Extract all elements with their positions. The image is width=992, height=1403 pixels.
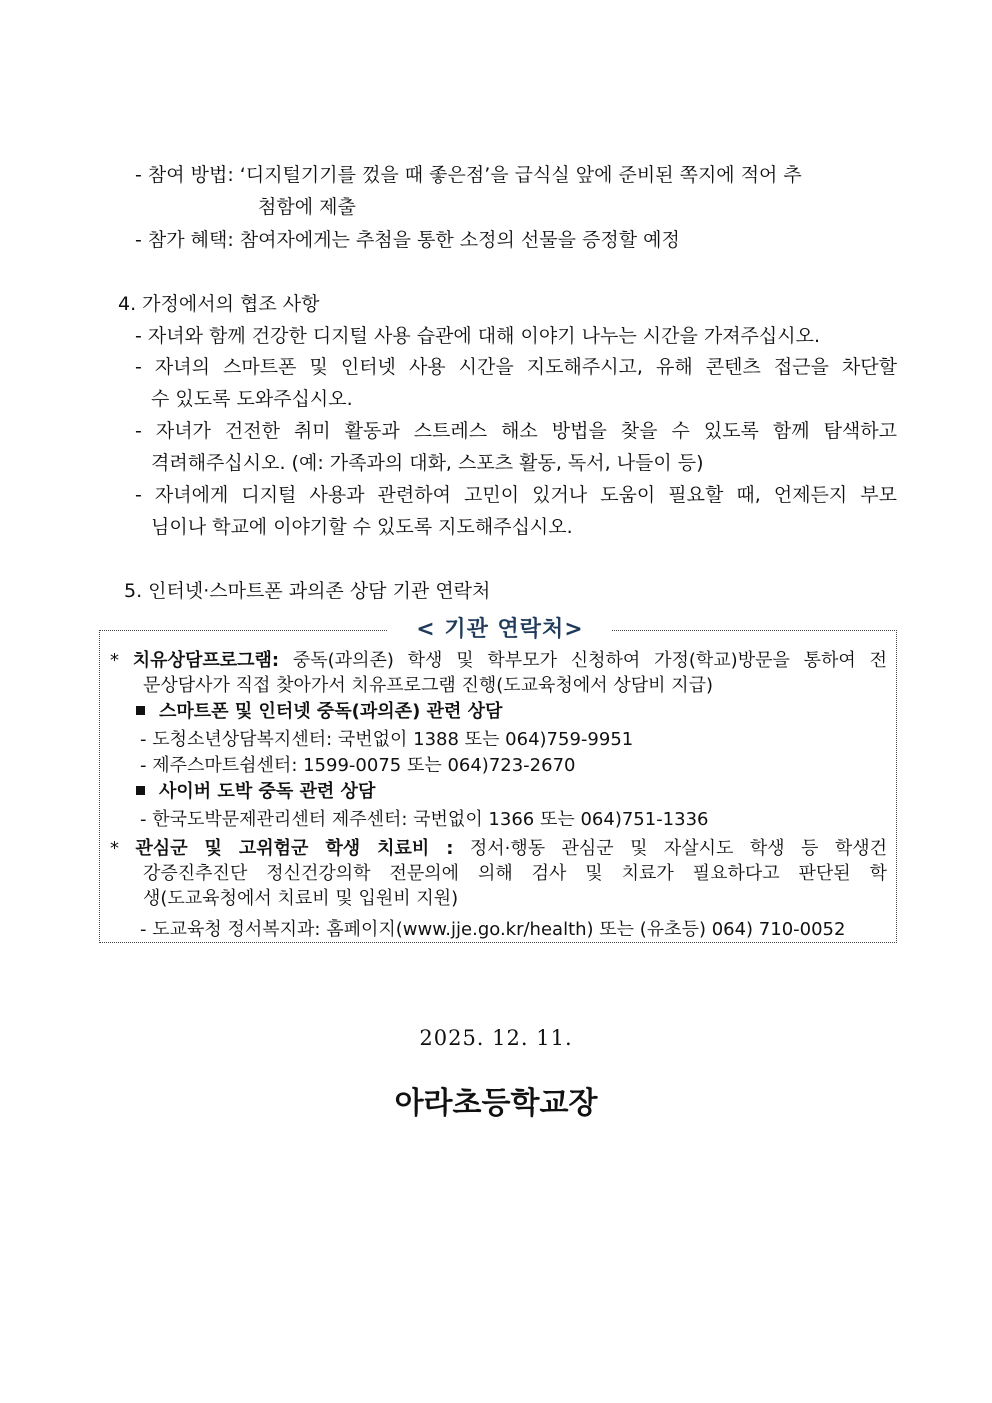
method-label: - 참여 방법: xyxy=(135,164,240,186)
section4-item-2: - 자녀의 스마트폰 및 인터넷 사용 시간을 지도해주시고, 유해 콘텐츠 접근을 차단할 xyxy=(135,356,897,378)
healing-program-line-2: 문상담사가 직접 찾아가서 치유프로그램 진행(도교육청에서 상담비 지급) xyxy=(143,675,714,696)
square-bullet-icon xyxy=(136,706,145,715)
gambling-contact-1: - 한국도박문제관리센터 제주센터: 국번없이 1366 또는 064)751-1336 xyxy=(140,809,709,830)
document-date: 2025. 12. 11. xyxy=(419,1026,573,1050)
treatment-contact: - 도교육청 정서복지과: 홈페이지(www.jje.go.kr/health) 또는 (유초등) 064) 710-0052 xyxy=(140,919,846,940)
section4-item-1: - 자녀와 함께 건강한 디지털 사용 습관에 대해 이야기 나누는 시간을 가져주십시오. xyxy=(135,325,821,347)
section4-item-4-cont: 님이나 학교에 이야기할 수 있도록 지도해주십시오. xyxy=(151,516,573,538)
method-line xyxy=(135,161,897,189)
section4-item-2-cont: 수 있도록 도와주십시오. xyxy=(151,388,353,410)
method-line-2: 첨함에 제출 xyxy=(258,196,356,218)
treatment-line: * 관심군 및 고위험군 학생 치료비 : 정서·행동 관심군 및 자살시도 학생 등 학생건 xyxy=(110,838,887,859)
square-bullet-icon xyxy=(136,786,145,795)
benefit-line: - 참가 혜택: 참여자에게는 추첨을 통한 소정의 선물을 증정할 예정 xyxy=(135,229,680,251)
smartphone-contact-2: - 제주스마트쉼센터: 1599-0075 또는 064)723-2670 xyxy=(140,755,576,776)
healing-program-title: 치유상담프로그램: xyxy=(132,650,280,671)
section4-heading: 4. 가정에서의 협조 사항 xyxy=(118,293,320,315)
section4-item-3: - 자녀가 건전한 취미 활동과 스트레스 해소 방법을 찾을 수 있도록 함께 탐색하고 xyxy=(135,420,897,442)
treatment-line-3: 생(도교육청에서 치료비 및 입원비 지원) xyxy=(143,888,459,909)
section5-heading: 5. 인터넷·스마트폰 과의존 상담 기관 연락처 xyxy=(124,580,491,602)
healing-program-line: * 치유상담프로그램: 중독(과의존) 학생 및 학부모가 신청하여 가정(학교)방문을 통하여 전 xyxy=(110,650,887,671)
treatment-title: 관심군 및 고위험군 학생 치료비 : xyxy=(135,838,454,859)
smartphone-heading: 스마트폰 및 인터넷 중독(과의존) 관련 상담 xyxy=(136,698,502,726)
contacts-box-title: < 기관 연락처> xyxy=(388,612,612,648)
signature: 아라초등학교장 xyxy=(394,1086,598,1121)
gambling-heading: 사이버 도박 중독 관련 상담 xyxy=(136,778,375,806)
method-text: ‘디지털기기를 껐을 때 좋은점’을 급식실 앞에 준비된 쪽지에 적어 추 xyxy=(239,164,802,186)
smartphone-contact-1: - 도청소년상담복지센터: 국번없이 1388 또는 064)759-9951 xyxy=(140,729,634,750)
treatment-line-2: 강증진추진단 정신건강의학 전문의에 의해 검사 및 치료가 필요하다고 판단된 학 xyxy=(143,863,887,884)
section4-item-3-cont: 격려해주십시오. (예: 가족과의 대화, 스포츠 활동, 독서, 나들이 등) xyxy=(151,452,704,474)
section4-item-4: - 자녀에게 디지털 사용과 관련하여 고민이 있거나 도움이 필요할 때, 언제든지 부모 xyxy=(135,484,897,506)
